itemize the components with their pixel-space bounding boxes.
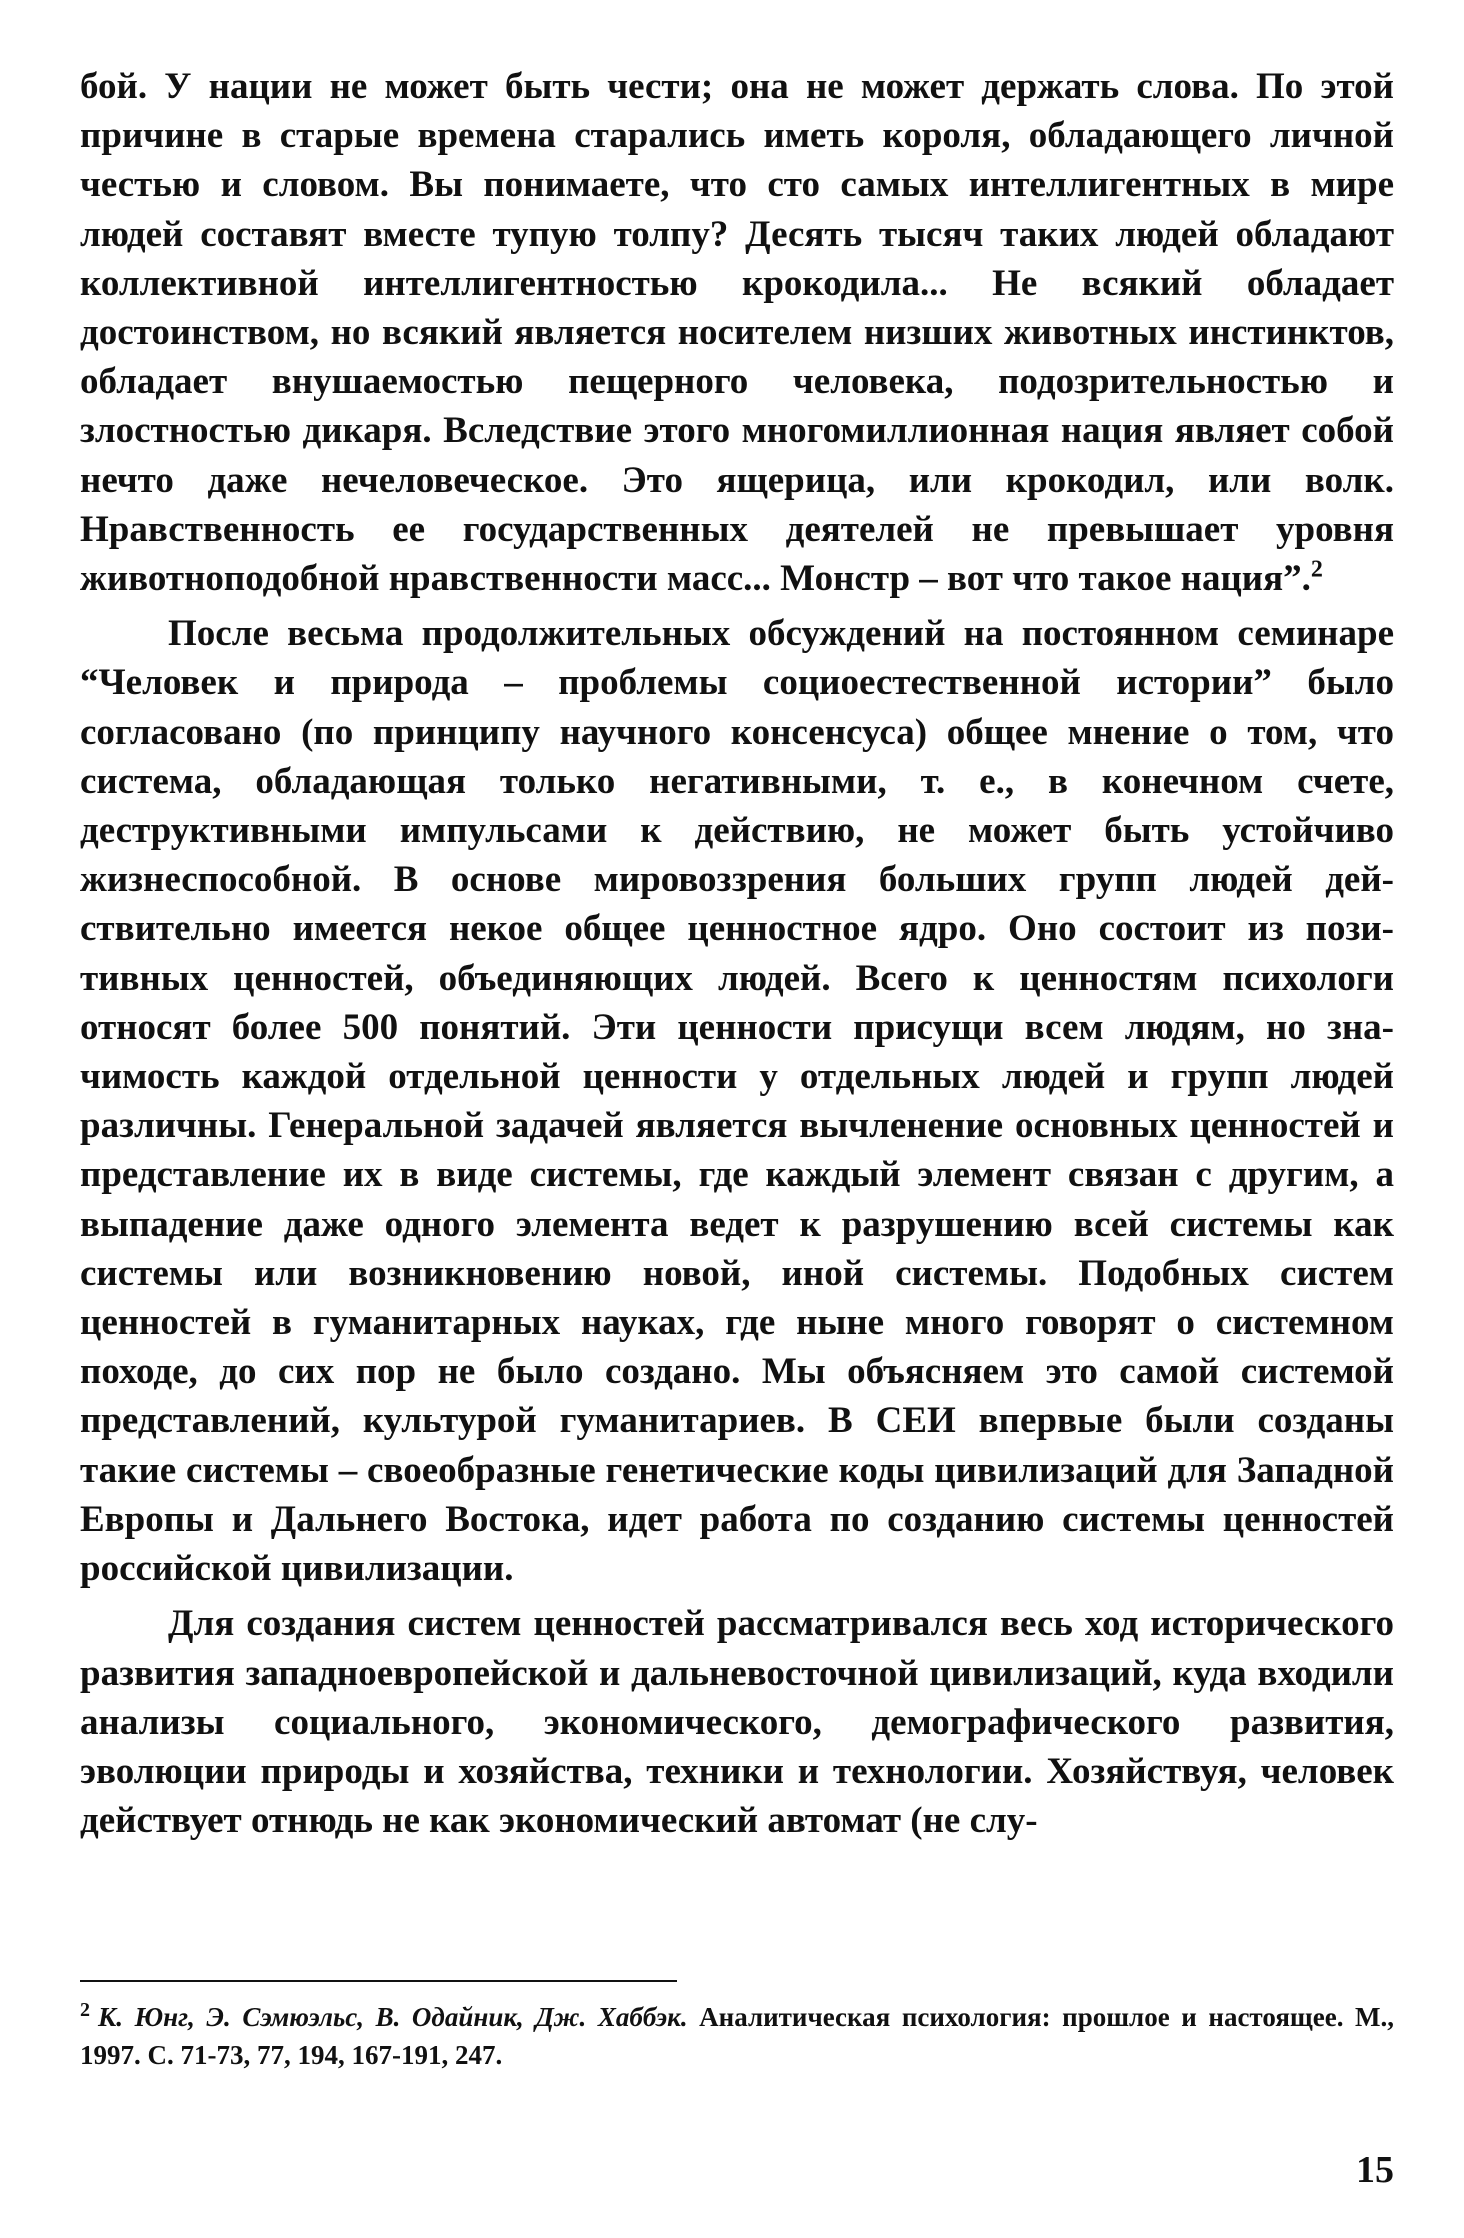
page-number: 15 [1356, 2149, 1394, 2191]
page-body [80, 62, 1394, 1845]
paragraph-3 [80, 1599, 1394, 1845]
footnote [80, 1998, 1394, 2074]
footnote-mark: 2 [80, 1999, 90, 2021]
paragraph-2 [80, 609, 1394, 1593]
paragraph-1-text: бой. У нации не может быть чести; она не может держать слова. По этой причине в старые времена старались иметь короля, обладающего личной честью и словом. Вы понимаете, что сто самых интеллигентных в мире людей составят вместе тупую толпу? Десять тысяч таких людей обладают коллективной интеллигентностью крокодила... Не всякий обладает достоинством, но всякий является носителем низших животных инстинктов, обладает внушаемостью пещерного человека, подозрительностью и злостностью дикаря. Вследствие этого многомиллионная нация являет собой нечто даже нечеловеческое. Это ящерица, или крокодил, или волк. Нравственность ее государственных деятелей не превышает уровня животноподобной нравственности масс... Монстр – вот что такое нация”. [80, 66, 1394, 600]
footnote-divider [80, 1980, 677, 1982]
footnote-reference[interactable]: 2 [1310, 556, 1323, 583]
footnote-text: Аналитическая психология: прошлое и настоящее. М., 1997. С. 71-73, 77, 194, 167-191, 247. [80, 2002, 1395, 2070]
footnote-authors: К. Юнг, Э. Сэмюэльс, В. Одайник, Дж. Хаббэк. [98, 2002, 688, 2032]
paragraph-1 [80, 62, 1394, 603]
paragraph-2-text: После весьма продолжительных обсуждений на постоянном семинаре “Человек и природа – проблемы социоестественной истории” было согласовано (по принципу научного консенсуса) общее мнение о том, что система, обладающая только негативными, т. е., в конечном счете, деструктивными импульсами к действию, не может быть устойчиво жизнеспособной. В основе мировоззрения больших групп людей действительно имеется некое общее ценностное ядро. Оно состоит из позитивных ценностей, объединяющих людей. Всего к ценностям психологи относят более 500 понятий. Эти ценности присущи всем людям, но значимость каждой отдельной ценности у отдельных людей и групп людей различны. Генеральной задачей является вычленение основных ценностей и представление их в виде системы, где каждый элемент связан с другим, а выпадение даже одного элемента ведет к разрушению всей системы как системы или возникновению новой, иной системы. Подобных систем ценностей в гуманитарных науках, где ныне много говорят о системном походе, до сих пор не было создано. Мы объясняем это самой системой представлений, культурой гуманитариев. В СЕИ впервые были созданы такие системы – своеобразные генетические коды цивилизаций для Западной Европы и Дальнего Востока, идет работа по созданию системы ценностей российской цивилизации. [80, 613, 1394, 1590]
paragraph-3-text: Для создания систем ценностей рассматривался весь ход исторического развития западноевропейской и дальневосточной цивилизаций, куда входили анализы социального, экономического, демографического развития, эволюции природы и хозяйства, техники и технологии. Хозяйствуя, человек действует отнюдь не как экономический автомат (не слу- [80, 1603, 1394, 1842]
